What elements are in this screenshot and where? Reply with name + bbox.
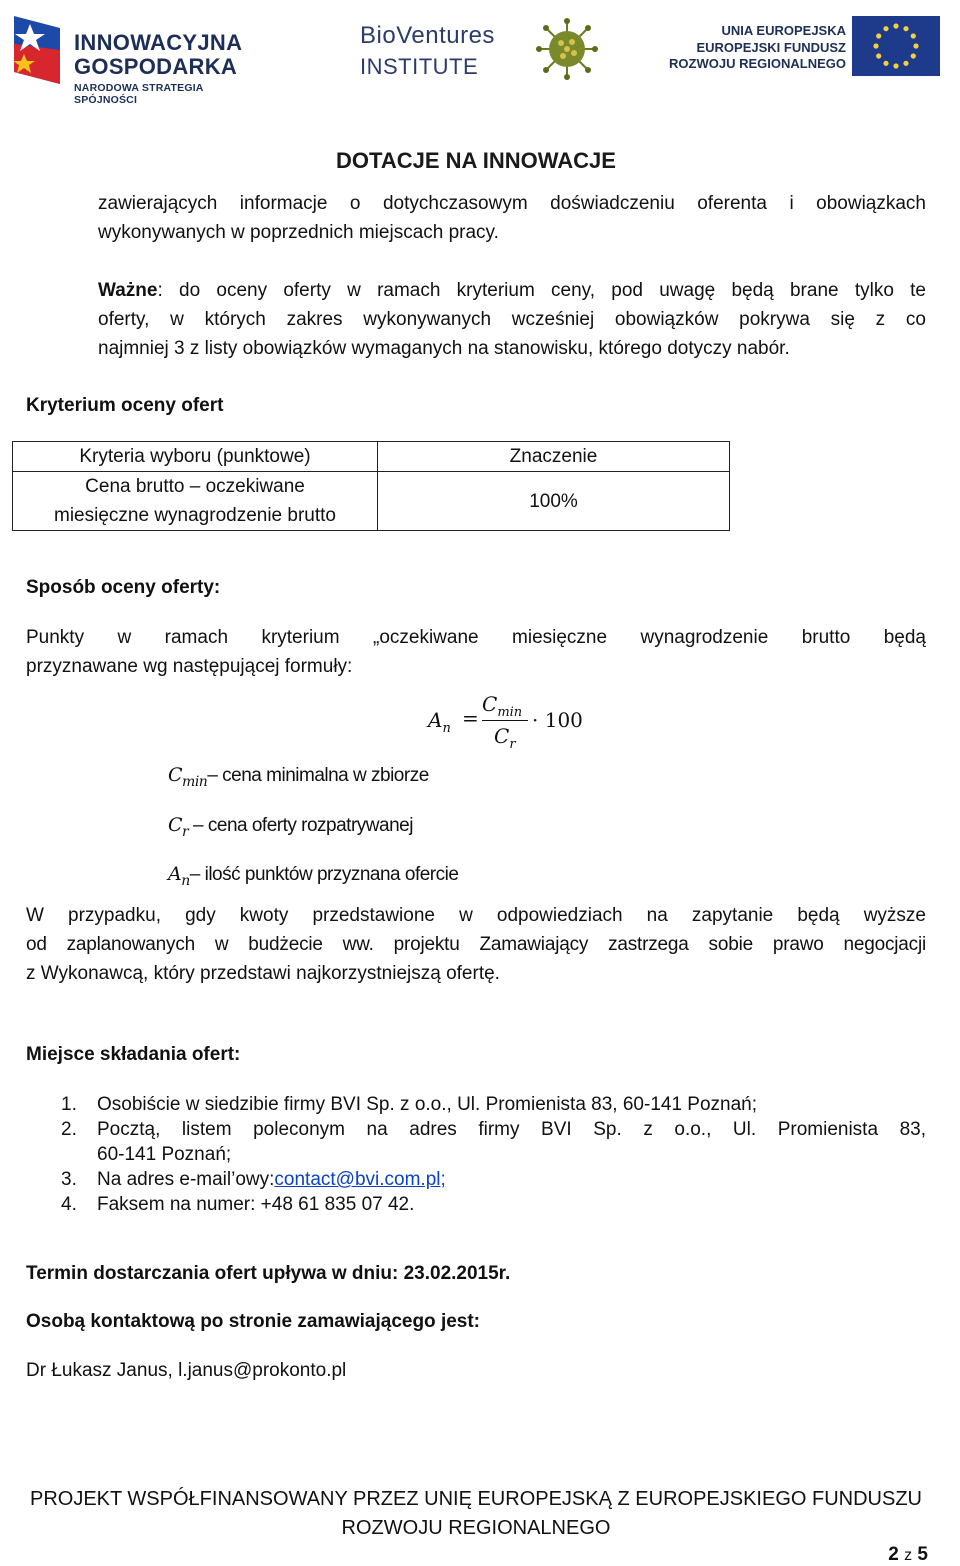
important-line-2: oferty, w których zakres wykonywanych wcześniej obowiązków pokrywa się z co [98, 309, 926, 330]
list-item-text: Pocztą, listem poleconym na adres firmy BVI Sp. z o.o., Ul. Promienista 83, [97, 1119, 926, 1140]
legend-an-text: – ilość punktów przyznana ofercie [189, 864, 459, 885]
list-item [26, 1092, 926, 1117]
formula-den-subscript: r [509, 737, 516, 752]
footer-line-2: ROZWOJU REGIONALNEGO [341, 1517, 611, 1539]
virus-icon [536, 18, 598, 80]
important-line-3: najmniej 3 z listy obowiązków wymaganych na stanowisku, którego dotyczy nabór. [98, 338, 790, 359]
method-line-1: Punkty w ramach kryterium „oczekiwane miesięczne wynagrodzenie brutto będą [26, 627, 926, 648]
list-item [26, 1167, 926, 1192]
method-line-2: przyznawane wg następującej formuły: [26, 656, 353, 677]
list-item-text: Na adres e-mail’owy: [97, 1169, 275, 1190]
list-item-text: Osobiście w siedzibie firmy BVI Sp. z o.o., Ul. Promienista 83, 60-141 Poznań; [97, 1094, 758, 1115]
formula-den-symbol: C [494, 724, 510, 748]
ig-logo-line2: GOSPODARKA [74, 54, 238, 79]
legend-item-an [168, 861, 458, 889]
legend-cmin-subscript: min [182, 774, 208, 790]
legend-item-cr [168, 812, 413, 840]
formula-lhs [428, 708, 451, 736]
legend-item-cmin [168, 762, 429, 790]
formula-lhs-symbol: A [428, 708, 443, 732]
intro-line-1: zawierających informacje o dotychczasowym doświadczeniu oferenta i obowiązkach [98, 193, 926, 214]
contact-heading: Osobą kontaktową po stronie zamawiającego jest: [26, 1311, 481, 1332]
list-item [26, 1192, 926, 1217]
score-formula [428, 692, 588, 754]
legend-cr-text: – cena oferty rozpatrywanej [188, 815, 413, 836]
contact-person: Dr Łukasz Janus, l.janus@prokonto.pl [26, 1360, 347, 1381]
eu-logo [669, 14, 950, 84]
note-line-2: od zaplanowanych w budżecie ww. projektu Zamawiający zastrzega sobie prawo negocjacji [26, 934, 926, 955]
eu-logo-line3: ROZWOJU REGIONALNEGO [669, 56, 846, 71]
criterion-cell [13, 472, 378, 531]
formula-fraction-bar [482, 720, 528, 721]
places-list [26, 1092, 926, 1217]
important-line-1 [98, 276, 926, 305]
email-link[interactable]: contact@bvi.com.pl; [274, 1169, 446, 1190]
ig-logo-line1: INNOWACYJNA [74, 30, 243, 55]
criteria-header-cell: Kryteria wyboru (punktowe) [13, 442, 378, 472]
bv-logo-line1: BioVentures [360, 22, 495, 49]
important-label: Ważne [98, 280, 158, 301]
legend-an-symbol: A [168, 863, 182, 885]
list-item-number: 1. [61, 1094, 77, 1115]
criteria-table [12, 441, 730, 531]
criterion-line-1: Cena brutto – oczekiwane [85, 476, 305, 497]
list-item-number: 3. [61, 1169, 77, 1190]
ig-logo-line3: NARODOWA STRATEGIA SPÓJNOŚCI [74, 82, 204, 106]
intro-line-2: wykonywanych w poprzednich miejscach pracy. [98, 222, 499, 243]
places-heading: Miejsce składania ofert: [26, 1044, 241, 1065]
page-separator: z [904, 1547, 913, 1564]
eu-flag-icon [852, 16, 940, 76]
ig-flag-icon [10, 14, 64, 86]
weight-cell: 100% [378, 472, 730, 531]
legend-an-subscript: n [181, 873, 190, 889]
list-item-number: 2. [61, 1119, 77, 1140]
criteria-table-row [13, 472, 730, 531]
page-total: 5 [917, 1544, 928, 1565]
note-line-3: z Wykonawcą, który przedstawi najkorzystniejszą ofertę. [26, 963, 500, 984]
legend-cr-subscript: r [182, 824, 189, 840]
footer-line-1: PROJEKT WSPÓŁFINANSOWANY PRZEZ UNIĘ EUROPEJSKĄ Z EUROPEJSKIEGO FUNDUSZU [30, 1488, 922, 1510]
legend-cmin-text: – cena minimalna w zbiorze [207, 765, 429, 786]
bv-logo-line2: INSTITUTE [360, 54, 479, 79]
innowacyjna-gospodarka-logo [10, 12, 250, 106]
criterion-line-2: miesięczne wynagrodzenie brutto [54, 505, 336, 526]
note-line-1: W przypadku, gdy kwoty przedstawione w odpowiedziach na zapytanie będą wyższe [26, 905, 926, 926]
legend-cr-symbol: C [168, 814, 183, 836]
bioventures-logo [360, 20, 600, 80]
eu-logo-line2: EUROPEJSKI FUNDUSZ [696, 40, 846, 55]
formula-num-subscript: min [497, 705, 523, 720]
criteria-table-header-row [13, 442, 730, 472]
method-heading: Sposób oceny oferty: [26, 577, 221, 598]
formula-denominator [494, 724, 516, 752]
list-item [26, 1117, 926, 1167]
document-title: DOTACJE NA INNOWACJE [336, 148, 616, 173]
formula-numerator [482, 692, 523, 720]
formula-multiplier: · 100 [532, 708, 583, 732]
weight-header-cell: Znaczenie [378, 442, 730, 472]
list-item-text: Faksem na numer: +48 61 835 07 42. [97, 1194, 415, 1215]
list-item-number: 4. [61, 1194, 77, 1215]
legend-cmin-symbol: C [168, 764, 183, 786]
deadline: Termin dostarczania ofert upływa w dniu: 23.02.2015r. [26, 1263, 511, 1284]
formula-num-symbol: C [482, 692, 498, 716]
formula-lhs-subscript: n [442, 721, 451, 736]
formula-equals: = [462, 706, 479, 730]
page-number [888, 1544, 928, 1566]
important-line-1-text: : do oceny oferty w ramach kryterium ceny, pod uwagę będą brane tylko te [157, 280, 926, 301]
criteria-heading: Kryterium oceny ofert [26, 395, 224, 416]
page-current: 2 [888, 1544, 899, 1565]
eu-logo-line1: UNIA EUROPEJSKA [721, 23, 846, 38]
list-item-text-cont: 60-141 Poznań; [97, 1144, 232, 1165]
